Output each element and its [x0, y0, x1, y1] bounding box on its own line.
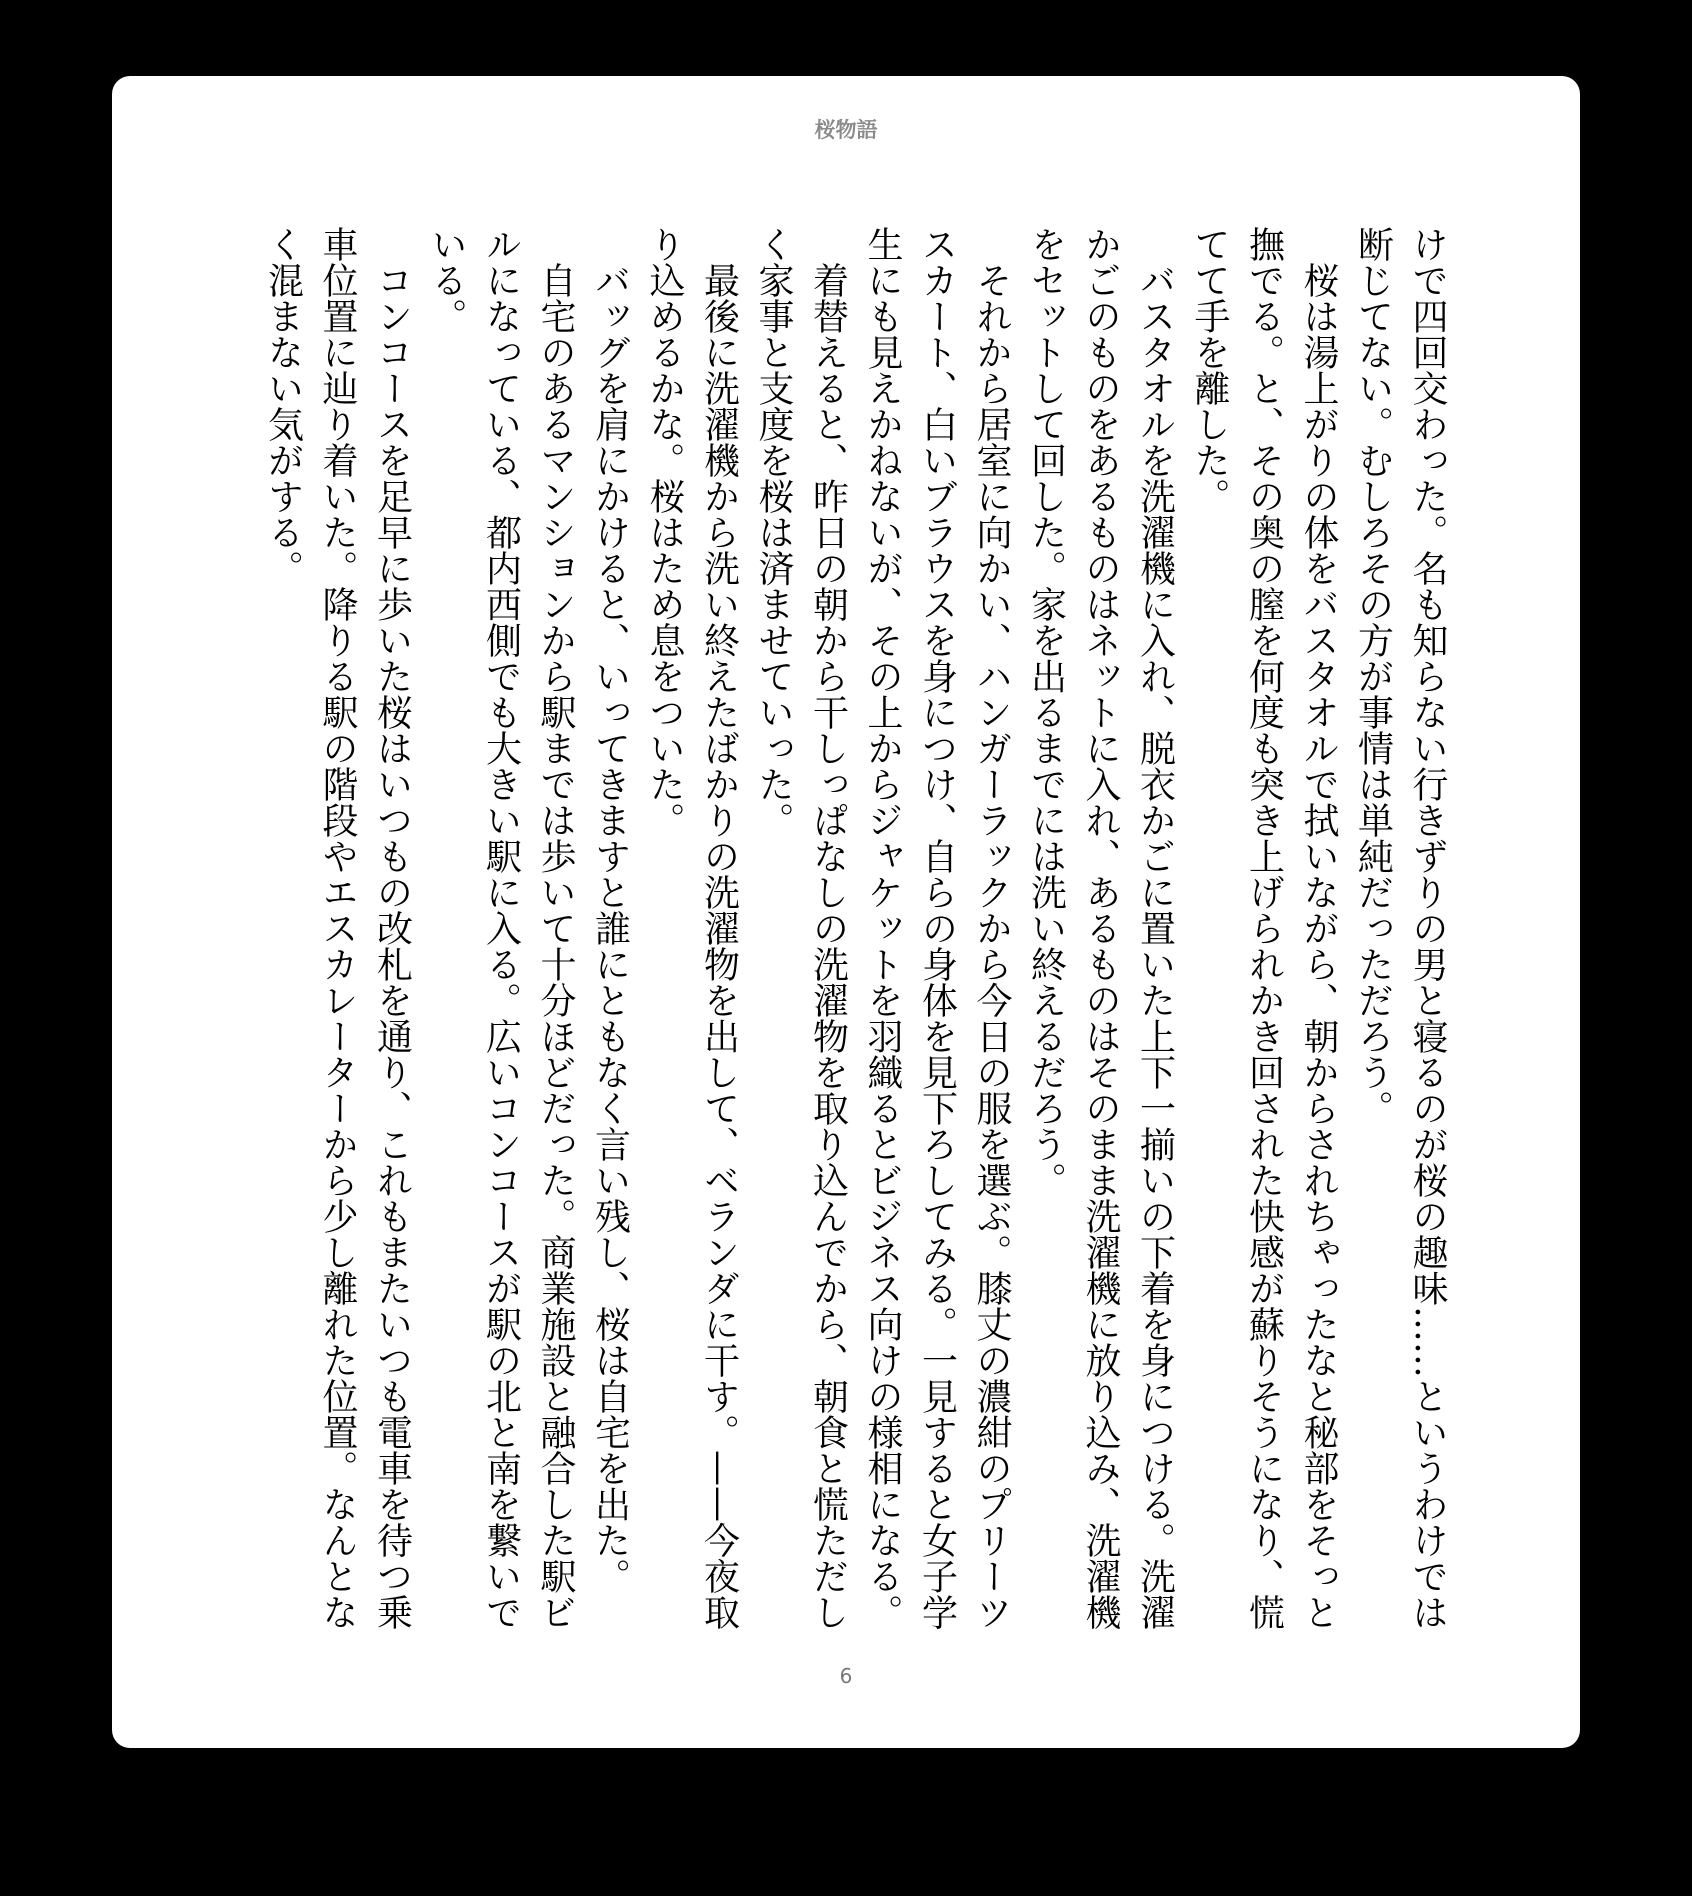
reader-page: [112, 76, 1580, 1748]
paragraph: それから居室に向かい、ハンガーラックから今日の服を選ぶ。膝丈の濃紺のプリーツスカート、白いブラウスを身につけ、自らの身体を見下ろしてみる。一見すると女子学生にも見えかねないが、その上からジャケットを羽織るとビジネス向けの様相になる。: [862, 226, 1012, 1630]
paragraph: 着替えると、昨日の朝から干しっぱなしの洗濯物を取り込んでから、朝食と慌ただしく家事と支度を桜は済ませていった。: [753, 226, 849, 1630]
paragraph: けで四回交わった。名も知らない行きずりの男と寝るのが桜の趣味……というわけでは断じてない。むしろその方が事情は単純だっただろう。: [1352, 226, 1448, 1630]
paragraph: バッグを肩にかけると、いってきますと誰にともなく言い残し、桜は自宅を出た。: [589, 262, 631, 1594]
book-title: 桜物語: [814, 118, 878, 142]
page-number: 6: [839, 1664, 853, 1688]
paragraph: コンコースを足早に歩いた桜はいつもの改札を通り、これもまたいつも電車を待つ乗車位置に辿り着いた。降りる駅の階段やエスカレーターから少し離れた位置。なんとなく混まない気がする。: [262, 226, 413, 1630]
body-text: [234, 226, 1454, 1656]
paragraph: 自宅のあるマンションから駅までは歩いて十分ほどだった。商業施設と融合した駅ビルになっている、都内西側でも大きい駅に入る。広いコンコースが駅の北と南を繋いでいる。: [426, 226, 576, 1630]
paragraph: 桜は湯上がりの体をバスタオルで拭いながら、朝からされちゃったなと秘部をそっと撫でる。と、その奥の膣を何度も突き上げられかき回された快感が蘇りそうになり、慌てて手を離した。: [1189, 226, 1339, 1630]
paragraph: バスタオルを洗濯機に入れ、脱衣かごに置いた上下一揃いの下着を身につける。洗濯かごのものをあるものはネットに入れ、あるものはそのまま洗濯機に放り込み、洗濯機をセットして回した。家を出るまでには洗い終えるだろう。: [1025, 226, 1176, 1630]
paragraph: 最後に洗濯機から洗い終えたばかりの洗濯物を出して、ベランダに干す。——今夜取り込めるかな。桜はため息をついた。: [644, 226, 740, 1630]
